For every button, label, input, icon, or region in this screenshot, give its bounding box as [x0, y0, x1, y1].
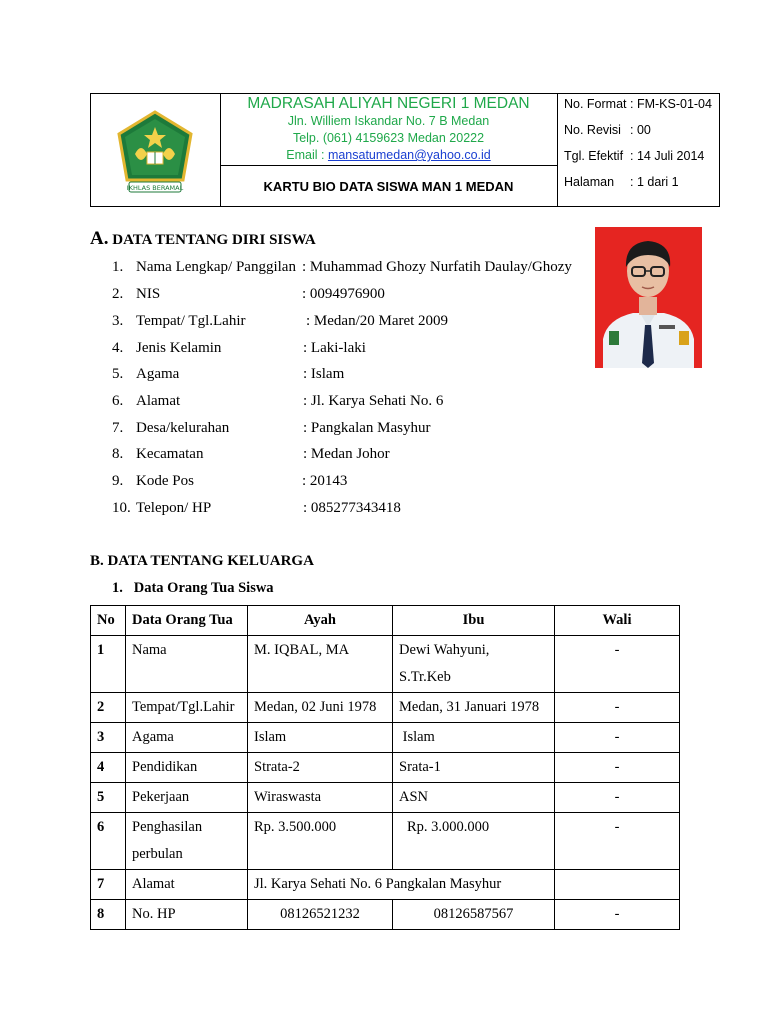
logo-cell [91, 94, 221, 206]
table-row: 6 Penghasilan perbulan Rp. 3.500.000 Rp. 3.000.000 - [91, 813, 680, 870]
col-data: Data Orang Tua [126, 606, 248, 636]
meta-row: Halaman : 1 dari 1 [564, 175, 679, 189]
col-wali: Wali [555, 606, 680, 636]
table-header-row [91, 606, 680, 636]
col-no: No [91, 606, 126, 636]
meta-row: No. Revisi : 00 [564, 123, 651, 137]
section-a-title: A. DATA TENTANG DIRI SISWA [90, 228, 316, 249]
col-ibu: Ibu [393, 606, 555, 636]
merged-address-cell: Jl. Karya Sehati No. 6 Pangkalan Masyhur [248, 870, 555, 900]
table-row: 2 Tempat/Tgl.Lahir Medan, 02 Juni 1978 Medan, 31 Januari 1978 - [91, 693, 680, 723]
school-info [220, 94, 558, 166]
section-b1-title: 1. Data Orang Tua Siswa [112, 580, 274, 596]
kemenag-logo [91, 94, 220, 206]
school-phone: Telp. (061) 4159623 Medan 20222 [292, 131, 485, 145]
meta-row: No. Format : FM-KS-01-04 [564, 97, 712, 111]
header-box [90, 93, 720, 207]
col-ayah: Ayah [248, 606, 393, 636]
parents-table [90, 605, 680, 930]
school-email-line [220, 147, 557, 164]
table-row: 4 Pendidikan Strata-2 Srata-1 - [91, 753, 680, 783]
school-name: MADRASAH ALIYAH NEGERI 1 MEDAN [247, 95, 530, 112]
section-b-title: B. DATA TENTANG KELUARGA [90, 553, 314, 569]
email-label: Email : [286, 148, 328, 162]
meta-row: Tgl. Efektif : 14 Juli 2014 [564, 149, 705, 163]
table-row: 8 No. HP 08126521232 08126587567 - [91, 900, 680, 930]
student-photo-illustration [595, 227, 702, 368]
table-row: 3 Agama Islam Islam - [91, 723, 680, 753]
table-row: 5 Pekerjaan Wiraswasta ASN - [91, 783, 680, 813]
svg-text:IKHLAS BERAMAL: IKHLAS BERAMAL [126, 184, 184, 192]
email-link[interactable]: mansatumedan@yahoo.co.id [327, 148, 491, 162]
table-row: 7 Alamat Jl. Karya Sehati No. 6 Pangkalan Masyhur [91, 870, 680, 900]
document-title: KARTU BIO DATA SISWA MAN 1 MEDAN [220, 166, 558, 206]
student-photo [595, 227, 702, 368]
table-row: 1 Nama M. IQBAL, MA Dewi Wahyuni, S.Tr.Keb - [91, 636, 680, 693]
school-address: Jln. Williem Iskandar No. 7 B Medan [287, 114, 490, 128]
